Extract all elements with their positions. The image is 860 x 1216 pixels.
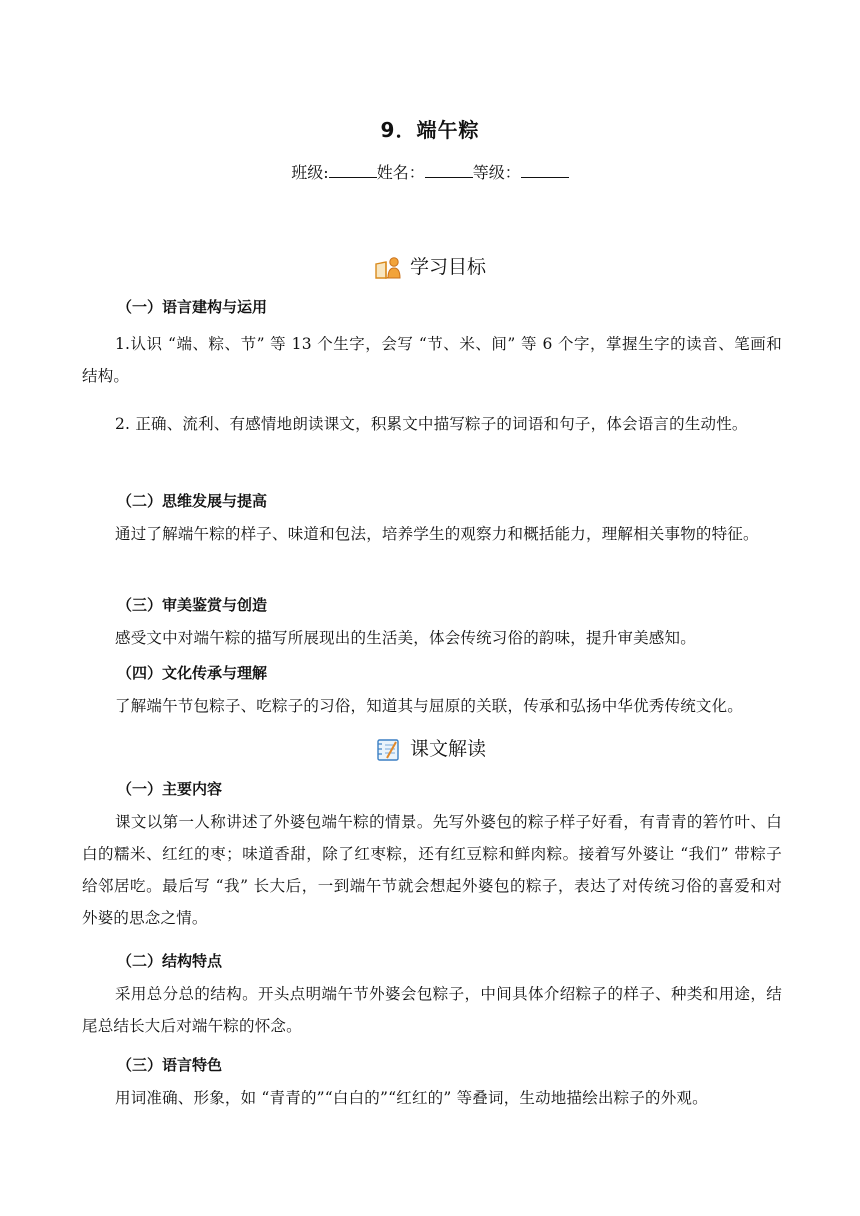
name-blank[interactable] xyxy=(425,163,473,178)
class-label: 班级: xyxy=(291,163,329,182)
grade-label: 等级： xyxy=(472,163,521,182)
subheading: （四）文化传承与理解 xyxy=(117,664,268,682)
section-heading-interpretation xyxy=(0,734,860,762)
name-label: 姓名： xyxy=(376,163,425,182)
paragraph: 采用总分总的结构。开头点明端午节外婆会包粽子，中间具体介绍粽子的样子、种类和用途，结尾总结长大后对端午粽的怀念。 xyxy=(82,985,782,1035)
paragraph: 了解端午节包粽子、吃粽子的习俗，知道其与屈原的关联，传承和弘扬中华优秀传统文化。 xyxy=(115,697,744,715)
page-title: 9．端午粽 xyxy=(380,118,480,142)
subheading: （一）语言建构与运用 xyxy=(117,298,268,316)
subheading: （三）语言特色 xyxy=(117,1056,223,1074)
class-blank[interactable] xyxy=(329,163,377,178)
subheading: （三）审美鉴赏与创造 xyxy=(117,596,268,614)
section-heading-objectives xyxy=(0,252,860,280)
paragraph: 感受文中对端午粽的描写所展现出的生活美，体会传统习俗的韵味，提升审美感知。 xyxy=(115,629,696,647)
subheading: （二）结构特点 xyxy=(117,952,223,970)
subheading: （二）思维发展与提高 xyxy=(117,492,268,510)
paragraph: 2. 正确、流利、有感情地朗读课文，积累文中描写粽子的词语和句子，体会语言的生动性。 xyxy=(115,415,748,433)
section-title: 课文解读 xyxy=(409,738,486,760)
paragraph: 用词准确、形象，如 “青青的”“白白的”“红红的” 等叠词，生动地描绘出粽子的外观。 xyxy=(115,1089,708,1107)
paragraph: 1.认识 “端、粽、节” 等 13 个生字，会写 “节、米、间” 等 6 个字，掌握生字的读音、笔画和结构。 xyxy=(82,335,782,385)
paragraph: 课文以第一人称讲述了外婆包端午粽的情景。先写外婆包的粽子样子好看，有青青的箬竹叶、白白的糯米、红红的枣；味道香甜，除了红枣粽，还有红豆粽和鲜肉粽。接着写外婆让 “我们” 带粽子给邻居吃。最后写 “我” 长大后，一到端午节就会想起外婆包的粽子，表达了对传统习俗的喜爱和对外婆的思念之情。 xyxy=(82,813,782,927)
section-title: 学习目标 xyxy=(409,256,486,278)
reading-person-icon xyxy=(374,256,402,280)
subheading: （一）主要内容 xyxy=(117,780,223,798)
paragraph: 通过了解端午粽的样子、味道和包法，培养学生的观察力和概括能力，理解相关事物的特征。 xyxy=(115,525,759,543)
notebook-icon xyxy=(374,738,402,762)
student-info-line xyxy=(0,160,860,183)
grade-blank[interactable] xyxy=(521,163,569,178)
